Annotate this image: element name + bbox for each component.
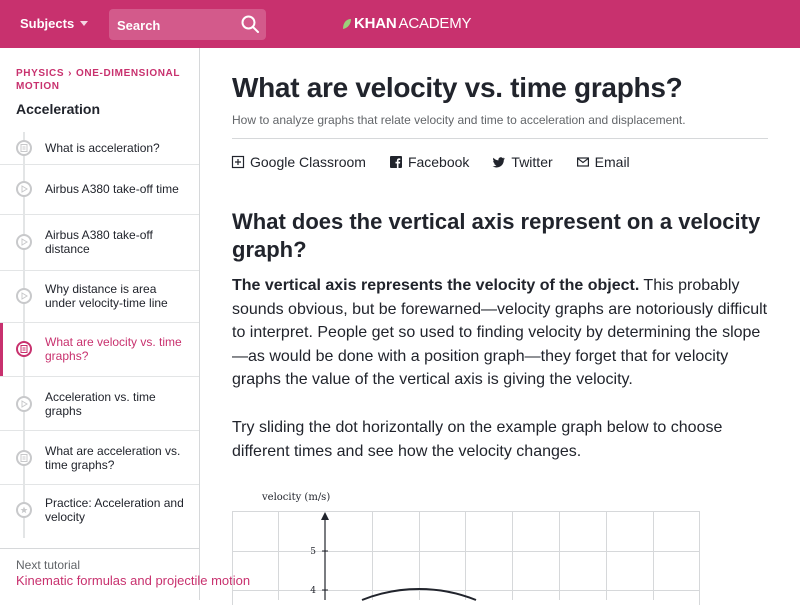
- share-email-button[interactable]: [577, 154, 630, 170]
- sidebar-item-label: What is acceleration?: [45, 141, 190, 155]
- sidebar-item-airbus-take-off-distance[interactable]: [0, 214, 199, 270]
- share-google-label: Google Classroom: [250, 154, 366, 170]
- video-icon: [16, 181, 32, 197]
- share-twitter-button[interactable]: [493, 154, 552, 170]
- khan-academy-logo[interactable]: [342, 15, 471, 32]
- sidebar-item-practice-acceleration[interactable]: [0, 484, 199, 538]
- email-icon: [577, 156, 589, 168]
- video-icon: [16, 234, 32, 250]
- graph-grid: [232, 511, 700, 605]
- chevron-right-icon: ›: [68, 68, 72, 79]
- chevron-down-icon: [80, 21, 88, 26]
- breadcrumb-subject[interactable]: PHYSICS: [16, 68, 64, 79]
- next-tutorial-label: Next tutorial: [16, 558, 80, 572]
- logo-text-light: ACADEMY: [399, 15, 472, 32]
- paragraph-1: [232, 274, 768, 392]
- sidebar-item-label: What are velocity vs. time graphs?: [45, 335, 190, 363]
- search-box[interactable]: [109, 9, 266, 40]
- sidebar-item-label: What are acceleration vs. time graphs?: [45, 444, 190, 472]
- logo-text-bold: KHAN: [354, 15, 397, 32]
- share-google-classroom-button[interactable]: [232, 154, 366, 170]
- article-icon: [16, 450, 32, 466]
- article-icon: [16, 341, 32, 357]
- google-classroom-icon: [232, 156, 244, 168]
- lesson-list: [0, 132, 199, 538]
- exercise-star-icon: [16, 502, 32, 518]
- paragraph-1-bold: The vertical axis represents the velocity of the object.: [232, 277, 639, 294]
- section-heading: What does the vertical axis represent on a velocity graph?: [232, 208, 768, 264]
- facebook-icon: [390, 156, 402, 168]
- top-nav-bar: [0, 0, 800, 48]
- sidebar-item-airbus-take-off-time[interactable]: [0, 164, 199, 214]
- share-facebook-button[interactable]: [390, 154, 469, 170]
- graph-y-axis-label: velocity (m/s): [261, 492, 330, 503]
- article-icon: [16, 140, 32, 156]
- search-input[interactable]: [117, 15, 232, 35]
- sidebar-item-label: Practice: Acceleration and velocity: [45, 496, 190, 524]
- next-tutorial-link[interactable]: Kinematic formulas and projectile motion: [16, 573, 186, 588]
- graph-tick-label-4: 4: [310, 586, 316, 596]
- share-bar: [232, 154, 630, 170]
- twitter-icon: [493, 156, 505, 168]
- share-email-label: Email: [595, 154, 630, 170]
- graph-tick-label-5: 5: [310, 547, 316, 557]
- share-facebook-label: Facebook: [408, 154, 469, 170]
- subjects-label: Subjects: [20, 16, 74, 31]
- search-icon[interactable]: [240, 14, 260, 34]
- leaf-icon: [342, 18, 352, 30]
- subjects-menu-button[interactable]: [20, 16, 88, 31]
- sidebar: [0, 48, 200, 600]
- paragraph-2: Try sliding the dot horizontally on the example graph below to choose different times and see how the velocity changes.: [232, 416, 768, 463]
- sidebar-item-what-are-acceleration-vs-time[interactable]: [0, 430, 199, 484]
- page-title: What are velocity vs. time graphs?: [232, 72, 682, 104]
- sidebar-item-acceleration-vs-time-graphs[interactable]: [0, 376, 199, 430]
- sidebar-item-what-is-acceleration[interactable]: [0, 132, 199, 164]
- sidebar-item-velocity-vs-time-graphs[interactable]: [0, 322, 199, 376]
- sidebar-item-why-distance-is-area[interactable]: [0, 270, 199, 322]
- sidebar-item-label: Airbus A380 take-off distance: [45, 228, 190, 256]
- video-icon: [16, 288, 32, 304]
- breadcrumb: [16, 67, 191, 93]
- paragraph-1-rest: This probably sounds obvious, but be forewarned—velocity graphs are notoriously difficult to interpret. People get so used to finding velocity by determining the slope—as would be done with a position graph—they forget that for velocity graphs the value of the vertical axis is giving the velocity.: [232, 277, 767, 388]
- divider: [232, 138, 768, 139]
- sidebar-item-label: Acceleration vs. time graphs: [45, 390, 190, 418]
- graph-svg[interactable]: [232, 488, 702, 600]
- sidebar-item-label: Why distance is area under velocity-time line: [45, 282, 190, 310]
- next-tutorial[interactable]: [0, 548, 199, 549]
- share-twitter-label: Twitter: [511, 154, 552, 170]
- unit-title[interactable]: Acceleration: [16, 101, 100, 117]
- article-description: How to analyze graphs that relate velocity and time to acceleration and displacement.: [232, 113, 686, 127]
- graph-y-axis: [321, 512, 329, 600]
- breadcrumb-topic[interactable]: ONE-DIMENSIONAL MOTION: [16, 68, 180, 92]
- video-icon: [16, 396, 32, 412]
- velocity-time-graph[interactable]: [232, 488, 702, 600]
- sidebar-item-label: Airbus A380 take-off time: [45, 182, 190, 196]
